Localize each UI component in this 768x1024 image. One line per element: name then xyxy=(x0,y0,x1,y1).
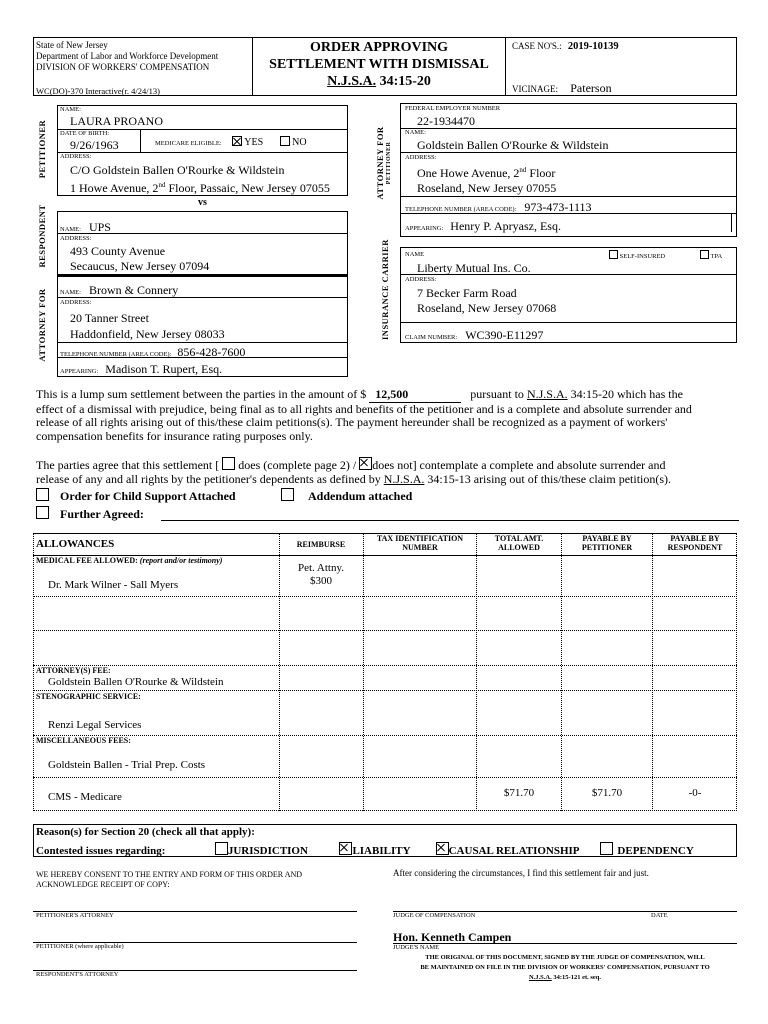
title-line-3 xyxy=(253,73,505,90)
vicinage-value: Paterson xyxy=(570,81,612,95)
child-support-label: Order for Child Support Attached xyxy=(60,489,236,503)
insurance-name: Liberty Mutual Ins. Co. xyxy=(417,261,531,275)
pet-attorney-name: Goldstein Ballen O'Rourke & Wildstein xyxy=(417,138,609,152)
dependency-label: DEPENDENCY xyxy=(617,845,694,857)
petitioner-address-line-2: 1 Howe Avenue, 2nd Floor, Passaic, New Jersey 07055 xyxy=(70,181,330,195)
fein-value: 22-1934470 xyxy=(417,114,475,128)
resp-attorney-name: Brown & Connery xyxy=(88,283,179,297)
pet-attorney-address-line-1: One Howe Avenue, 2nd Floor xyxy=(417,166,556,180)
tpa-option xyxy=(700,250,722,260)
medicare-no-label: NO xyxy=(292,137,307,148)
child-support-option xyxy=(36,488,236,504)
causal-checkbox[interactable] xyxy=(436,842,449,855)
respondent-name: UPS xyxy=(88,220,111,234)
finding-text: After considering the circumstances, I find this settlement fair and just. xyxy=(393,868,649,878)
original-note: THE ORIGINAL OF THIS DOCUMENT, SIGNED BY THE JUDGE OF COMPENSATION, WILL BE MAINTAINED ON FILE IN THE DIVISION OF WORKERS' COMPENSATION, PURSUANT TO N.J.S.A. 34:15-121 et. seq. xyxy=(420,954,710,981)
respondent-address-label: ADDRESS: xyxy=(60,235,92,242)
resp-attorney-phone: 856-428-7600 xyxy=(177,345,246,359)
respondent-address-line-2: Secaucus, New Jersey 07094 xyxy=(70,259,210,273)
header-payable-respondent: PAYABLE BY RESPONDENT xyxy=(667,534,723,552)
medicare-no-checkbox[interactable] xyxy=(280,136,290,146)
respondent-side-label: RESPONDENT xyxy=(37,204,47,268)
tpa-checkbox[interactable] xyxy=(700,250,709,259)
case-value: 2019-10139 xyxy=(567,41,619,52)
case-number xyxy=(512,41,619,52)
misc-fees-name: Goldstein Ballen - Trial Prep. Costs xyxy=(48,759,206,771)
respondent-name-row xyxy=(60,218,111,236)
resp-attorney-appearing-row xyxy=(60,360,222,378)
pet-attorney-phone-row xyxy=(405,198,592,216)
judge-signature-label: JUDGE OF COMPENSATION xyxy=(393,912,476,919)
insurance-name-label: NAME xyxy=(405,251,425,258)
dependency-checkbox[interactable] xyxy=(600,842,613,855)
consent-text: WE HEREBY CONSENT TO THE ENTRY AND FORM OF THIS ORDER AND ACKNOWLEDGE RECEIPT OF COPY: xyxy=(36,870,303,889)
header-reimburse: REIMBURSE xyxy=(296,540,346,549)
causal-label: CAUSAL RELATIONSHIP xyxy=(448,845,579,857)
cms-payable-respondent: -0- xyxy=(688,787,702,799)
vs-label: vs xyxy=(198,197,207,208)
medical-fee-label: MEDICAL FEE ALLOWED: xyxy=(36,556,138,565)
resp-attorney-appearing-label: APPEARING: xyxy=(60,368,99,375)
header-allowances: ALLOWANCES xyxy=(36,538,115,550)
vicinage-label: VICINAGE: xyxy=(512,84,558,94)
agency-line-2: Department of Labor and Workforce Development xyxy=(36,51,219,61)
resp-attorney-phone-label: TELEPHONE NUMBER (AREA CODE): xyxy=(60,351,172,358)
claim-number: WC390-E11297 xyxy=(465,328,544,342)
case-label: CASE NO'S.: xyxy=(512,41,562,51)
resp-attorney-phone-row xyxy=(60,343,245,361)
cms-payable-petitioner: $71.70 xyxy=(591,787,623,799)
further-agreed-line[interactable] xyxy=(161,520,739,521)
medical-fee-reimburse: Pet. Attny. $300 xyxy=(297,562,345,587)
settlement-line-4: compensation benefits for insurance rating purposes only. xyxy=(36,428,313,443)
title-statute: N.J.S.A. xyxy=(327,74,377,89)
resp-attorney-name-row xyxy=(60,281,178,299)
insurance-side-label: INSURANCE CARRIER xyxy=(380,239,390,340)
insurance-address-line-1: 7 Becker Farm Road xyxy=(417,286,517,300)
pet-attorney-phone: 973-473-1113 xyxy=(524,200,592,214)
petitioner-side-label: PETITIONER xyxy=(37,119,47,179)
tpa-label: TPA xyxy=(710,253,723,260)
judge-name: Hon. Kenneth Campen xyxy=(393,930,512,944)
settlement-line-1: This is a lump sum settlement between the parties in the amount of $ 12,500 pursuant to N.J.S.A. 34:15-20 which has the xyxy=(36,387,683,401)
petitioner-signature-label: PETITIONER (where applicable) xyxy=(36,943,124,950)
cms-total: $71.70 xyxy=(503,787,535,799)
addendum-checkbox[interactable] xyxy=(281,488,294,501)
pet-attorney-phone-label: TELEPHONE NUMBER (AREA CODE): xyxy=(405,206,517,213)
insurance-address xyxy=(417,286,556,316)
title-section: 34:15-20 xyxy=(379,74,431,89)
petitioner-address-line-1: C/O Goldstein Ballen O'Rourke & Wildstein xyxy=(70,163,285,177)
petitioner-address-label: ADDRESS: xyxy=(60,153,92,160)
self-insured-label: SELF-INSURED xyxy=(619,253,666,260)
section20-contested-row xyxy=(36,842,694,857)
settlement-paragraph xyxy=(36,388,736,443)
medicare-label: MEDICARE ELIGIBLE: xyxy=(155,140,222,147)
petitioner-name-label: NAME: xyxy=(60,106,81,113)
attorney-fee-label: ATTORNEY(S) FEE: xyxy=(36,666,111,675)
respondent-address-line-1: 493 County Avenue xyxy=(70,244,166,258)
vicinage xyxy=(512,81,612,96)
jurisdiction-checkbox[interactable] xyxy=(215,842,228,855)
resp-attorney-address-line-1: 20 Tanner Street xyxy=(70,311,149,325)
addendum-option xyxy=(281,488,412,504)
resp-attorney-address xyxy=(70,310,225,342)
self-insured-checkbox[interactable] xyxy=(609,250,618,259)
header-total-allowed: TOTAL AMT. ALLOWED xyxy=(494,534,544,552)
addendum-label: Addendum attached xyxy=(308,489,413,503)
form-title xyxy=(253,39,505,90)
title-line-2: SETTLEMENT WITH DISMISSAL xyxy=(269,57,489,72)
respondent-address xyxy=(70,244,209,274)
self-insured-option xyxy=(609,250,665,260)
misc-fees-label: MISCELLANEOUS FEES: xyxy=(36,736,131,745)
contested-label: Contested issues regarding: xyxy=(36,845,166,857)
section20-reasons: Reason(s) for Section 20 (check all that apply): xyxy=(36,826,255,838)
further-agreed-label: Further Agreed: xyxy=(60,507,144,521)
resp-attorney-address-line-2: Haddonfield, New Jersey 08033 xyxy=(70,327,225,341)
medicare-yes-checkbox[interactable] xyxy=(232,136,242,146)
form-id: WC(DO)-370 Interactive(r. 4/24/13) xyxy=(36,86,160,96)
child-support-checkbox[interactable] xyxy=(36,488,49,501)
judge-name-label: JUDGE'S NAME xyxy=(393,944,440,951)
dependents-line-1: The parties agree that this settlement [ does (complete page 2) / does not] contemplate a complete and absolute surrender and xyxy=(36,458,666,472)
respondent-attorney-side-label: ATTORNEY FOR xyxy=(37,288,47,362)
liability-label: LIABILITY xyxy=(352,845,411,857)
steno-label: STENOGRAPHIC SERVICE: xyxy=(36,692,141,701)
resp-attorney-name-label: NAME: xyxy=(60,289,81,296)
further-agreed-option xyxy=(36,506,144,522)
settlement-amount[interactable]: 12,500 xyxy=(369,388,461,403)
jurisdiction-label: JURISDICTION xyxy=(227,845,308,857)
claim-row xyxy=(405,326,543,344)
dependents-line-2: release of any and all rights by the petitioner's dependents as defined by N.J.S.A. 34:15-13 arising out of this/these claim petition(s). xyxy=(36,471,672,486)
dob-value: 9/26/1963 xyxy=(70,138,119,152)
liability-checkbox[interactable] xyxy=(339,842,352,855)
pet-attorney-signature-label: PETITIONER'S ATTORNEY xyxy=(36,912,114,919)
header-tax-id: TAX IDENTIFICATION NUMBER xyxy=(376,534,464,552)
petitioner-name: LAURA PROANO xyxy=(70,114,164,128)
pet-attorney-name-label: NAME: xyxy=(405,129,426,136)
further-agreed-checkbox[interactable] xyxy=(36,506,49,519)
pet-attorney-address-line-2: Roseland, New Jersey 07055 xyxy=(417,181,557,195)
petitioner-address xyxy=(70,163,330,196)
pet-attorney-address xyxy=(417,163,556,196)
pet-attorney-address-label: ADDRESS: xyxy=(405,154,437,161)
respondent-name-label: NAME: xyxy=(60,226,81,233)
header-payable-petitioner: PAYABLE BY PETITIONER xyxy=(581,534,633,552)
petitioner-attorney-side-label: ATTORNEY FOR PETITIONER xyxy=(375,126,392,200)
medicare-eligible xyxy=(155,136,307,148)
fein-label: FEDERAL EMPLOYER NUMBER xyxy=(405,105,501,112)
pet-attorney-appearing-row xyxy=(405,217,561,235)
insurance-address-line-2: Roseland, New Jersey 07068 xyxy=(417,301,557,315)
insurance-address-label: ADDRESS: xyxy=(405,276,437,283)
resp-attorney-signature-label: RESPONDENT'S ATTORNEY xyxy=(36,971,119,978)
dependents-paragraph xyxy=(36,457,736,486)
resp-attorney-address-label: ADDRESS: xyxy=(60,299,92,306)
steno-name: Renzi Legal Services xyxy=(48,719,142,731)
does-checkbox[interactable] xyxy=(222,457,235,470)
agency-block xyxy=(36,40,218,73)
medical-fee-sublabel: (report and/or testimony) xyxy=(139,556,223,565)
does-not-checkbox[interactable] xyxy=(359,457,372,470)
medicare-yes-label: YES xyxy=(244,137,264,148)
agency-line-1: State of New Jersey xyxy=(36,40,108,50)
dob-label: DATE OF BIRTH: xyxy=(60,130,110,137)
agency-line-3: DIVISION OF WORKERS' COMPENSATION xyxy=(36,62,210,72)
title-line-1: ORDER APPROVING xyxy=(309,40,449,55)
pet-attorney-appearing: Henry P. Apryasz, Esq. xyxy=(450,219,561,233)
settlement-line-3: release of all rights arising out of this/these claim petitions(s). The payment hereunder shall be recognized as a payment of workers' xyxy=(36,415,668,429)
pet-attorney-appearing-label: APPEARING: xyxy=(405,225,444,232)
date-label: DATE xyxy=(651,912,668,919)
settlement-line-2: effect of a dismissal with prejudice, being final as to all rights and benefits of the petitioner and is a complete and absolute surrender and xyxy=(36,401,692,416)
resp-attorney-appearing: Madison T. Rupert, Esq. xyxy=(105,362,223,376)
medical-fee-name: Dr. Mark Wilner - Sall Myers xyxy=(48,579,179,591)
claim-label: CLAIM NUMBER: xyxy=(405,334,458,341)
medical-fee-row-label xyxy=(36,556,222,565)
cms-name: CMS - Medicare xyxy=(48,791,122,803)
attorney-fee-name: Goldstein Ballen O'Rourke & Wildstein xyxy=(48,676,224,688)
